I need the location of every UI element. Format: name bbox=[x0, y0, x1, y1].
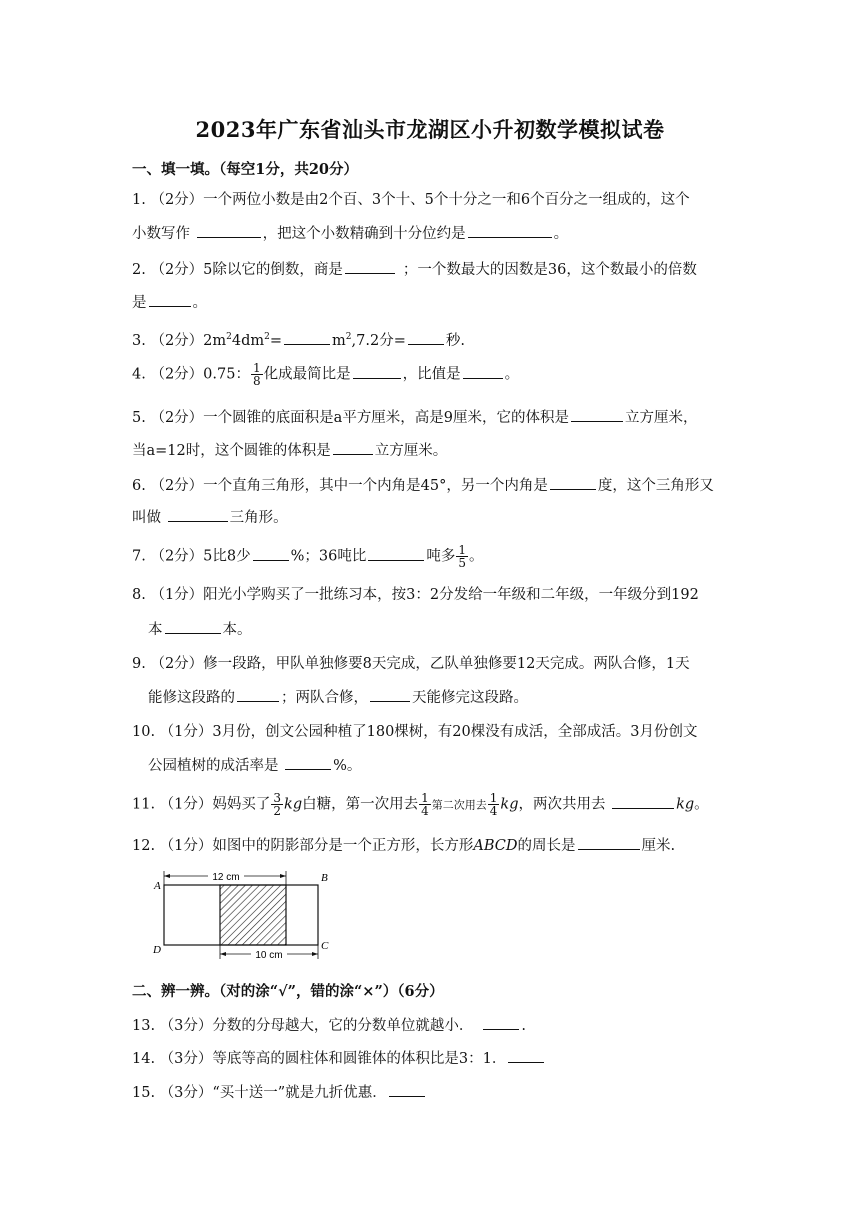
answer-blank[interactable] bbox=[333, 439, 373, 455]
q8-line1: 8. （1分）阳光小学购买了一批练习本，按3：2分发给一年级和二年级，一年级分到192 bbox=[132, 587, 699, 603]
q3-line: 3. （2分）$2m^24dm^2= m^2,7.2$分= 秒. bbox=[132, 327, 732, 351]
fraction: $\frac{1}{8}$ bbox=[252, 361, 261, 388]
q5-line1: 5. （2分）一个圆锥的底面积是a平方厘米，高是9厘米，它的体积是 立方厘米， bbox=[132, 406, 732, 428]
q7-line: 7. （2分）5比8少 %；36吨比 吨多 $\frac{1}{5}$ 。 bbox=[132, 543, 484, 570]
answer-blank[interactable] bbox=[389, 1081, 425, 1097]
top-length-label: 12 cm bbox=[212, 872, 240, 883]
answer-blank[interactable] bbox=[550, 474, 596, 490]
answer-blank[interactable] bbox=[353, 363, 401, 379]
answer-blank[interactable] bbox=[284, 329, 330, 345]
answer-blank[interactable] bbox=[165, 618, 221, 634]
q9-line2: 能修这段路的 ；两队合修， 天能修完这段路。 bbox=[148, 686, 748, 708]
vertex-a-label: A bbox=[154, 880, 161, 892]
answer-blank[interactable] bbox=[483, 1014, 519, 1030]
answer-blank[interactable] bbox=[197, 222, 261, 238]
vertex-b-label: B bbox=[321, 872, 328, 884]
vertex-c-label: C bbox=[321, 940, 329, 952]
q2-line2: 是 。 bbox=[132, 291, 732, 313]
answer-blank[interactable] bbox=[408, 329, 444, 345]
q8-line2: 本 本。 bbox=[148, 618, 748, 640]
answer-blank[interactable] bbox=[463, 363, 503, 379]
q15-line: 15. （3分）“买十送一”就是九折优惠． bbox=[132, 1081, 732, 1103]
answer-blank[interactable] bbox=[237, 686, 279, 702]
answer-blank[interactable] bbox=[612, 793, 674, 809]
q13-line: 13. （3分）分数的分母越大，它的分数单位就越小． . bbox=[132, 1014, 732, 1036]
answer-blank[interactable] bbox=[345, 258, 395, 274]
answer-blank[interactable] bbox=[508, 1047, 544, 1063]
answer-blank[interactable] bbox=[578, 834, 640, 850]
answer-blank[interactable] bbox=[253, 545, 289, 561]
q9-line1: 9. （2分）修一段路，甲队单独修要8天完成，乙队单独修要12天完成。两队合修，1天 bbox=[132, 656, 690, 672]
page-title: 2023年广东省汕头市龙湖区小升初数学模拟试卷 bbox=[195, 117, 665, 142]
q10-line1: 10. （1分）3月份，创文公园种植了180棵树，有20棵没有成活，全部成活。3月份创文 bbox=[132, 724, 698, 740]
answer-blank[interactable] bbox=[368, 545, 424, 561]
answer-blank[interactable] bbox=[285, 754, 331, 770]
vertex-d-label: D bbox=[153, 944, 161, 956]
q4-line: 4. （2分）0.75： $\frac{1}{8}$ 化成最简比是 ，比值是 。 bbox=[132, 361, 520, 388]
rectangle-figure bbox=[150, 867, 340, 961]
answer-blank[interactable] bbox=[168, 506, 228, 522]
fraction: $\frac{1}{4}$ bbox=[489, 791, 498, 818]
q6-line2: 叫做 三角形。 bbox=[132, 506, 732, 528]
q2-line1: 2. （2分）5除以它的倒数，商是 ；一个数最大的因数是36，这个数最小的倍数 bbox=[132, 258, 732, 280]
bottom-length-label: 10 cm bbox=[255, 950, 283, 961]
fraction: $\frac{1}{4}$ bbox=[421, 791, 429, 818]
q6-line1: 6. （2分）一个直角三角形，其中一个内角是45°，另一个内角是 度，这个三角形又 bbox=[132, 474, 732, 496]
q11-line: 11. （1分）妈妈买了 $\frac{3}{2}$ kg白糖，第一次用去 $\frac{1}{4}$ 第二次用去 $\frac{1}{4}$ kg，两次共用去 kg。 bbox=[132, 791, 709, 818]
section-2-heading: 二、辨一辨。（对的涂“√”，错的涂“×”）（6分） bbox=[132, 983, 444, 1000]
q1-line2: 小数写作 ，把这个小数精确到十分位约是 。 bbox=[132, 222, 732, 244]
answer-blank[interactable] bbox=[149, 291, 191, 307]
q5-line2: 当a=12时，这个圆锥的体积是 立方厘米。 bbox=[132, 439, 732, 461]
section-1-heading: 一、填一填。（每空1分，共20分） bbox=[132, 161, 359, 178]
q10-line2: 公园植树的成活率是 %。 bbox=[148, 754, 748, 776]
fraction: $\frac{1}{5}$ bbox=[458, 543, 466, 570]
answer-blank[interactable] bbox=[468, 222, 552, 238]
q1-line1: 1. （2分）一个两位小数是由2个百、3个十、5个十分之一和6个百分之一组成的，这个 bbox=[132, 192, 690, 208]
answer-blank[interactable] bbox=[370, 686, 410, 702]
shaded-square bbox=[220, 885, 286, 945]
fraction: $\frac{3}{2}$ bbox=[273, 791, 282, 818]
q12-line: 12. （1分）如图中的阴影部分是一个正方形，长方形ABCD的周长是 厘米. bbox=[132, 834, 732, 856]
q14-line: 14. （3分）等底等高的圆柱体和圆锥体的体积比是3：1． bbox=[132, 1047, 732, 1069]
answer-blank[interactable] bbox=[571, 406, 623, 422]
